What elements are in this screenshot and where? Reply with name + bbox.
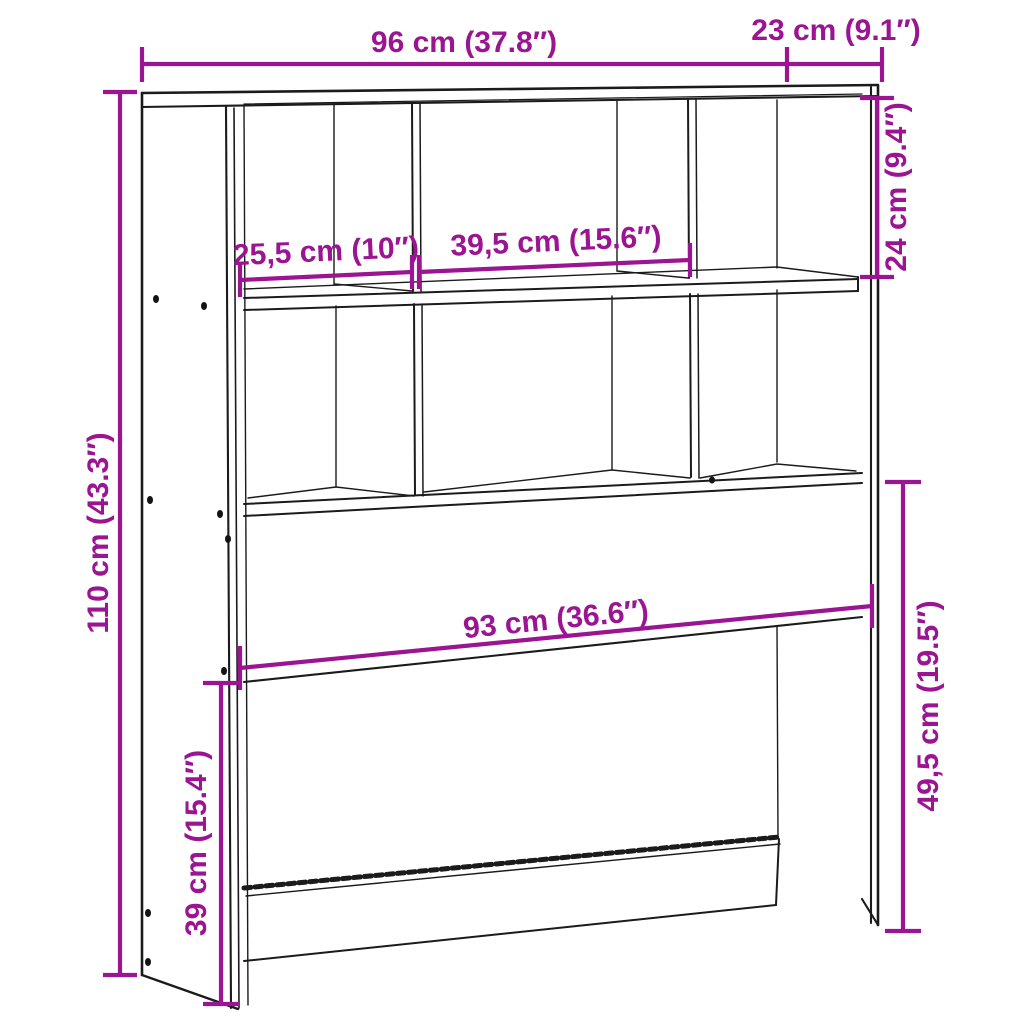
lower-divider-a-front-edge-2 xyxy=(422,304,423,496)
top-board-top-edge xyxy=(142,85,878,93)
dim-lower-height-right xyxy=(885,482,945,931)
bottom-rail-bottom-edge xyxy=(244,905,776,961)
dim-middle-cubby-width-label: 39,5 cm (15.6″) xyxy=(449,220,663,263)
top-board-seam xyxy=(244,94,862,104)
lower-divider-a-bottom-edge xyxy=(336,487,414,496)
dim-middle-cubby-width xyxy=(419,220,690,289)
dim-top-shelf-height-label: 24 cm (9.4″) xyxy=(880,102,913,272)
dim-left-cubby-width xyxy=(232,231,419,297)
dim-lower-height-left-label: 39 cm (15.4″) xyxy=(180,749,213,937)
dim-overall-width-label: 96 cm (37.8″) xyxy=(370,26,558,59)
screw-hole xyxy=(147,496,153,504)
bottom-shelf xyxy=(244,464,862,516)
bottom-rail-right-end xyxy=(776,839,779,905)
screw-hole xyxy=(217,510,223,518)
bottom-rail xyxy=(244,837,780,961)
dim-overall-width xyxy=(142,26,787,82)
dim-overall-height-label: 110 cm (43.3″) xyxy=(82,432,115,634)
dim-depth-label: 23 cm (9.1″) xyxy=(751,14,921,47)
screw-hole xyxy=(225,535,231,543)
shelf-right-back-edge xyxy=(777,267,858,277)
right-side-panel xyxy=(777,86,878,925)
shelf-front-top-edge xyxy=(244,279,858,298)
dim-depth xyxy=(751,14,920,82)
top-board-front-edge xyxy=(142,96,878,107)
screw-hole xyxy=(221,667,227,675)
divider-b-front-edge-2 xyxy=(696,99,697,278)
lower-divider-b-bottom-edge xyxy=(612,470,690,478)
lower-divider-a-front-edge xyxy=(414,304,415,495)
bottom-rail-top-edge-dashed xyxy=(244,837,779,888)
lower-divider-b-front-edge xyxy=(690,294,691,477)
dimension-annotations xyxy=(82,14,945,1004)
bottom-shelf-back-edges xyxy=(248,464,856,498)
screw-hole xyxy=(153,295,159,303)
dim-overall-height xyxy=(82,92,137,975)
screw-hole xyxy=(201,302,207,310)
dim-depth-line xyxy=(787,47,882,82)
screw-hole xyxy=(145,909,151,917)
furniture-line-drawing xyxy=(142,85,878,1009)
bottom-rail-top-underline xyxy=(246,844,780,896)
left-panel-front-edge-outer xyxy=(226,107,231,1008)
dim-left-cubby-width-label: 25,5 cm (10″) xyxy=(232,230,420,273)
right-panel-inner-corner xyxy=(777,100,778,837)
top-board xyxy=(142,85,878,107)
screw-hole xyxy=(145,958,151,966)
dim-top-shelf-height xyxy=(860,98,913,277)
screw-hole xyxy=(709,477,715,484)
lower-divider-b-front-edge-2 xyxy=(698,294,699,478)
dim-inner-width-label: 93 cm (36.6″) xyxy=(461,593,651,646)
dim-lower-height-right-label: 49,5 cm (19.5″) xyxy=(912,600,945,812)
lower-dividers xyxy=(336,294,699,496)
